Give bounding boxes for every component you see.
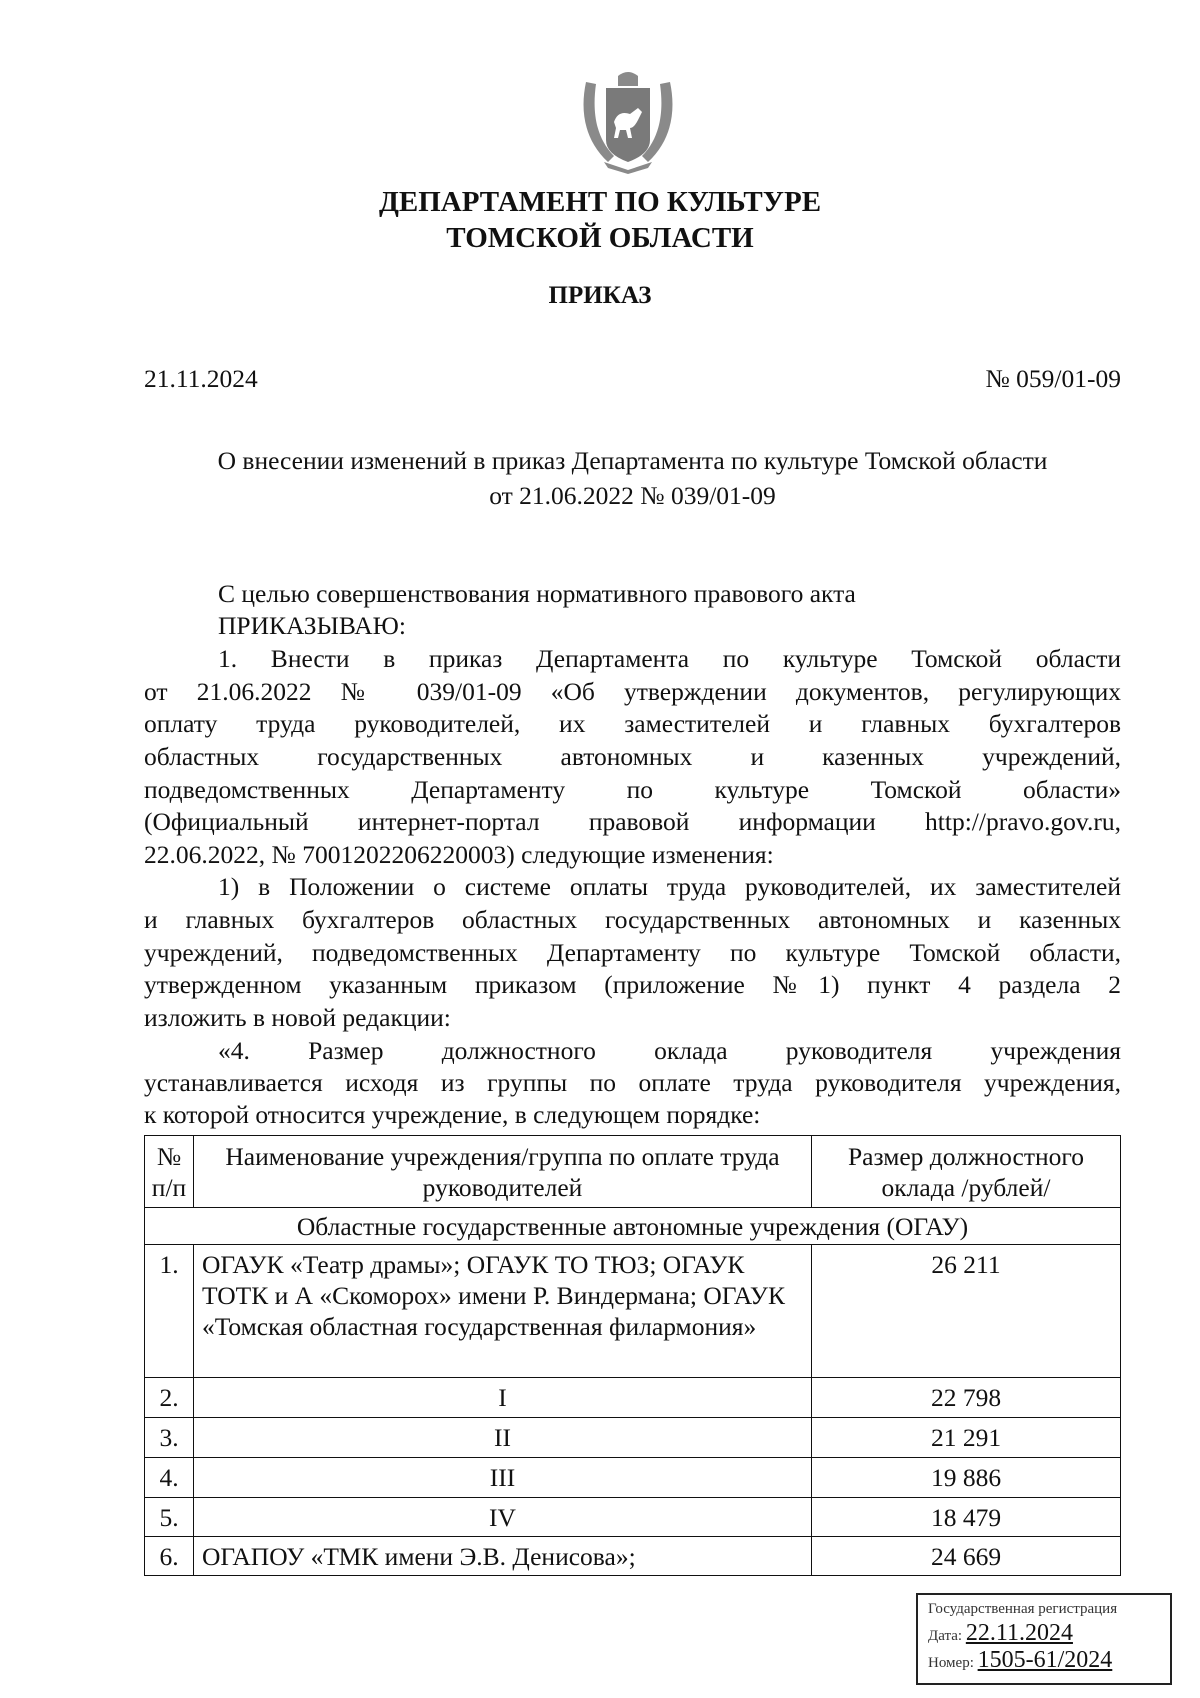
table-section-row	[145, 1208, 1121, 1245]
table-row	[145, 1498, 1121, 1537]
organization-name-line2: ТОМСКОЙ ОБЛАСТИ	[446, 222, 754, 254]
body-line: изложить в новой редакции:	[144, 1003, 451, 1032]
body-line: учреждений, подведомственных Департаменту по культуре Томской области,	[144, 938, 1121, 967]
header-salary: Размер должностного оклада /рублей/	[812, 1136, 1121, 1208]
body-line: устанавливается исходя из группы по оплате труда руководителя учреждения,	[144, 1068, 1121, 1097]
row-salary: 22 798	[812, 1378, 1121, 1418]
stamp-title: Государственная регистрация	[928, 1601, 1118, 1617]
body-line: ПРИКАЗЫВАЮ:	[218, 611, 406, 640]
body-line: «4. Размер должностного оклада руководителя учреждения	[218, 1036, 1121, 1065]
body-line: утвержденном указанным приказом (приложение №1) пункт 4 раздела 2	[144, 970, 1121, 999]
row-salary: 18 479	[812, 1498, 1121, 1537]
stamp-date-value: 22.11.2024	[965, 1620, 1073, 1646]
row-name: ОГАУК «Театр драмы»; ОГАУК ТО ТЮЗ; ОГАУК ТОТК и А «Скоморох» имени Р. Виндермана; ОГАУК «Томская областная государственная филармония»	[194, 1245, 812, 1378]
body-line: от 21.06.2022 № 039/01-09 «Об утверждении документов, регулирующих	[144, 677, 1121, 706]
stamp-number-value: 1505-61/2024	[977, 1647, 1113, 1673]
body-line: подведомственных Департаменту по культуре Томской области»	[144, 775, 1121, 804]
stamp-date-label: Дата:	[928, 1628, 963, 1644]
body-line: С целью совершенствования нормативного правового акта	[218, 579, 856, 608]
table-row	[145, 1537, 1121, 1576]
organization-name-line1: ДЕПАРТАМЕНТ ПО КУЛЬТУРЕ	[378, 186, 822, 218]
body-line: (Официальный интернет-портал правовой информации http://pravo.gov.ru,	[144, 807, 1121, 836]
row-name: I	[194, 1378, 812, 1418]
row-number: 6.	[145, 1537, 194, 1576]
body-line: областных государственных автономных и казенных учреждений,	[144, 742, 1121, 771]
row-salary: 24 669	[812, 1537, 1121, 1576]
table-row	[145, 1245, 1121, 1378]
row-salary: 21 291	[812, 1418, 1121, 1458]
body-line: 1. Внести в приказ Департамента по культуре Томской области	[218, 644, 1121, 673]
table-row	[145, 1418, 1121, 1458]
registration-stamp	[916, 1593, 1172, 1685]
body-line: и главных бухгалтеров областных государственных автономных и казенных	[144, 905, 1121, 934]
row-number: 3.	[145, 1418, 194, 1458]
header-name: Наименование учреждения/группа по оплате труда руководителей	[194, 1136, 812, 1208]
document-date: 21.11.2024	[144, 364, 258, 393]
document-number: № 059/01-09	[985, 364, 1121, 393]
table-header-row	[145, 1136, 1121, 1208]
table-row	[145, 1378, 1121, 1418]
row-name: III	[194, 1458, 812, 1498]
document-type: ПРИКАЗ	[548, 282, 652, 309]
stamp-number-label: Номер:	[928, 1655, 974, 1671]
row-salary: 19 886	[812, 1458, 1121, 1498]
header-number: № п/п	[145, 1136, 194, 1208]
row-number: 2.	[145, 1378, 194, 1418]
section-title: Областные государственные автономные учреждения (ОГАУ)	[145, 1208, 1121, 1245]
row-name: IV	[194, 1498, 812, 1537]
body-line: 1) в Положении о системе оплаты труда руководителей, их заместителей	[218, 872, 1121, 901]
coat-of-arms-emblem	[578, 70, 678, 175]
table-row	[145, 1458, 1121, 1498]
row-number: 5.	[145, 1498, 194, 1537]
salary-table	[144, 1135, 1121, 1576]
body-line: 22.06.2022, № 7001202206220003) следующие изменения:	[144, 840, 774, 869]
body-line: оплату труда руководителей, их заместителей и главных бухгалтеров	[144, 709, 1121, 738]
subject-line1: О внесении изменений в приказ Департамента по культуре Томской области	[217, 446, 1048, 475]
subject-line2: от 21.06.2022 № 039/01-09	[489, 481, 776, 510]
row-name: ОГАПОУ «ТМК имени Э.В. Денисова»;	[194, 1537, 812, 1576]
row-name: II	[194, 1418, 812, 1458]
row-number: 1.	[145, 1245, 194, 1378]
row-salary: 26 211	[812, 1245, 1121, 1378]
row-number: 4.	[145, 1458, 194, 1498]
body-line: к которой относится учреждение, в следующем порядке:	[144, 1100, 761, 1129]
